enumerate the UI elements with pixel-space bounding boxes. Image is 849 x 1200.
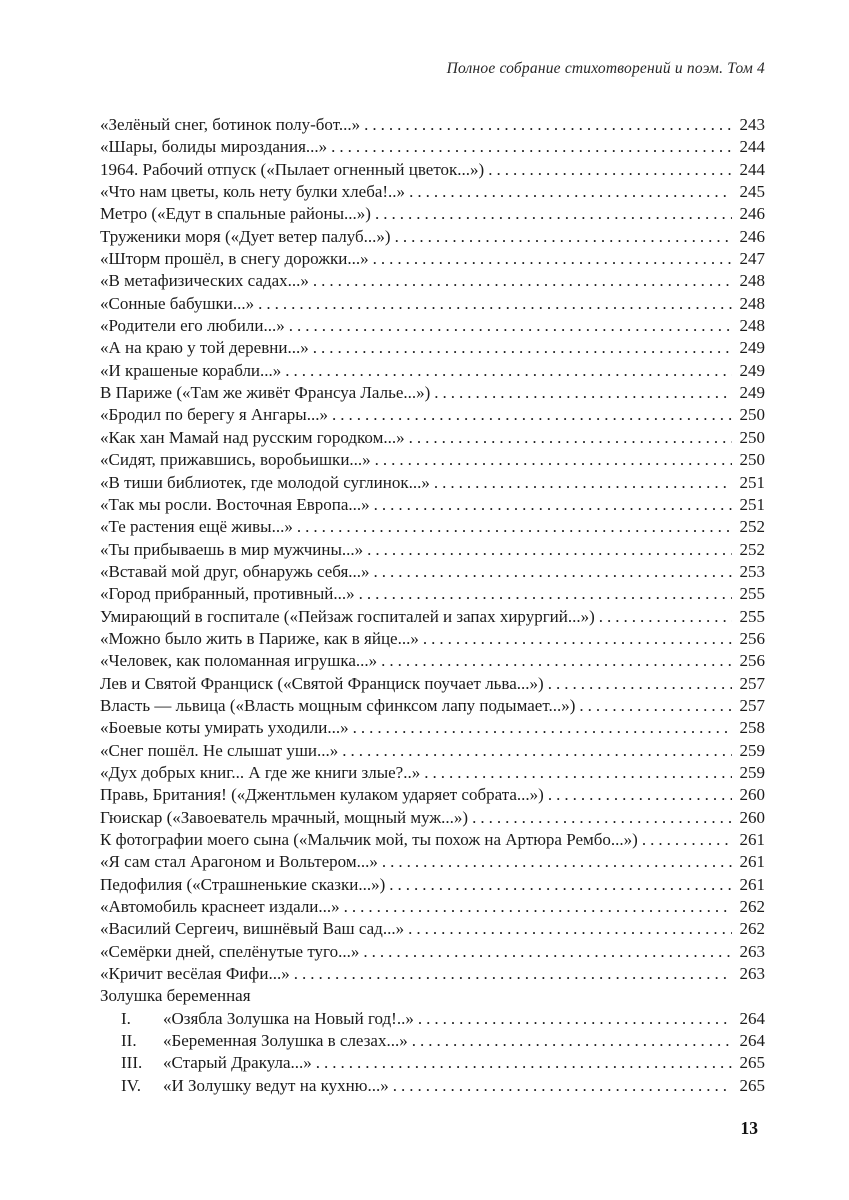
toc-page-number: 249 — [739, 360, 765, 380]
toc-leader-dots — [364, 114, 732, 136]
toc-entry-title: Умирающий в госпитале («Пейзаж госпиталей и запах хирургий...») — [100, 606, 595, 626]
toc-entry — [100, 740, 765, 762]
running-header: Полное собрание стихотворений и поэм. Том 4 — [446, 60, 765, 77]
toc-entry — [100, 382, 765, 404]
toc-list — [100, 114, 765, 1097]
toc-entry-title: «Боевые коты умирать уходили...» — [100, 718, 349, 738]
toc-page-number: 251 — [739, 494, 765, 514]
toc-entry-title: «И Золушку ведут на кухню...» — [163, 1075, 389, 1095]
toc-entry-title: «Человек, как поломанная игрушка...» — [100, 651, 378, 671]
toc-entry-title: Педофилия («Страшненькие сказки...») — [100, 874, 386, 894]
toc-entry-title: «Я сам стал Арагоном и Вольтером...» — [100, 852, 378, 872]
toc-page-number: 252 — [739, 539, 765, 559]
toc-page-number: 245 — [739, 182, 765, 202]
toc-entry-title: «Что нам цветы, коль нету булки хлеба!..» — [100, 182, 406, 202]
toc-page-number: 257 — [739, 673, 765, 693]
toc-leader-dots — [382, 851, 732, 873]
toc-page-number: 260 — [739, 785, 765, 805]
toc-entry-title: «Беременная Золушка в слезах...» — [163, 1031, 408, 1051]
toc-entry — [100, 449, 765, 471]
toc-leader-dots — [409, 181, 732, 203]
toc-entry — [100, 695, 765, 717]
toc-leader-dots — [488, 159, 732, 181]
toc-leader-dots — [381, 650, 732, 672]
toc-page-number: 255 — [739, 584, 765, 604]
toc-entry-title: «Шторм прошёл, в снегу дорожки...» — [100, 249, 369, 269]
toc-page-number: 257 — [739, 695, 765, 715]
toc-leader-dots — [332, 404, 732, 426]
toc-page-number: 264 — [739, 1031, 765, 1051]
toc-entry — [100, 829, 765, 851]
toc-page-number: 250 — [739, 427, 765, 447]
toc-entry — [100, 427, 765, 449]
toc-page-number: 259 — [739, 762, 765, 782]
toc-page-number: 247 — [739, 249, 765, 269]
toc-entry — [100, 203, 765, 225]
toc-entry-title: «А на краю у той деревни...» — [100, 338, 309, 358]
toc-entry-title: Власть — львица («Власть мощным сфинксом лапу подымает...») — [100, 695, 576, 715]
toc-entry-title: «Озябла Золушка на Новый год!..» — [163, 1008, 414, 1028]
toc-entry — [100, 315, 765, 337]
page-number-folio: 13 — [740, 1118, 758, 1138]
toc-leader-dots — [313, 270, 732, 292]
toc-leader-dots — [375, 203, 732, 225]
toc-page-number: 256 — [739, 628, 765, 648]
toc-leader-dots — [408, 918, 732, 940]
toc-entry-title: Гюискар («Завоеватель мрачный, мощный муж...») — [100, 807, 469, 827]
toc-leader-dots — [642, 829, 732, 851]
toc-entry-numeral: IV. — [121, 1075, 141, 1095]
toc-entry-title: К фотографии моего сына («Мальчик мой, ты похож на Артюра Рембо...») — [100, 830, 638, 849]
toc-page-number: 251 — [739, 472, 765, 492]
toc-entry-title: В Париже («Там же живёт Франсуа Лалье...») — [100, 383, 431, 403]
toc-entry-title: «Можно было жить в Париже, как в яйце...» — [100, 628, 419, 648]
toc-entry — [100, 159, 765, 181]
toc-leader-dots — [373, 248, 732, 270]
toc-entry-title: «Семёрки дней, спелёнутые туго...» — [100, 941, 360, 961]
toc-leader-dots — [316, 1052, 732, 1074]
toc-leader-dots — [393, 1075, 732, 1097]
toc-entry-title: «И крашеные корабли...» — [100, 360, 282, 380]
toc-entry-numeral: II. — [121, 1031, 137, 1051]
toc-leader-dots — [374, 561, 732, 583]
toc-entry — [100, 963, 765, 985]
toc-page-number: 260 — [739, 807, 765, 827]
toc-entry — [100, 114, 765, 136]
toc-leader-dots — [374, 494, 732, 516]
toc-page-number: 248 — [739, 271, 765, 291]
toc-entry — [100, 1052, 765, 1074]
toc-leader-dots — [412, 1030, 732, 1052]
toc-page-number: 261 — [739, 874, 765, 894]
toc-entry-title: «Василий Сергеич, вишнёвый Ваш сад...» — [100, 919, 405, 939]
toc-leader-dots — [424, 762, 732, 784]
toc-page-number: 265 — [739, 1053, 765, 1073]
toc-entry-title: «Снег пошёл. Не слышат уши...» — [100, 740, 339, 760]
toc-entry — [100, 472, 765, 494]
toc-page-number: 261 — [739, 852, 765, 872]
toc-page-number: 246 — [739, 204, 765, 224]
toc-entry-title: «В тиши библиотек, где молодой суглинок...» — [100, 472, 430, 492]
toc-entry — [100, 337, 765, 359]
toc-leader-dots — [423, 628, 732, 650]
toc-entry-title: «Сидят, прижавшись, воробьишки...» — [100, 450, 371, 470]
toc-entry — [100, 650, 765, 672]
toc-entry-title: Золушка беременная — [100, 986, 251, 1006]
toc-leader-dots — [548, 784, 732, 806]
toc-leader-dots — [395, 226, 732, 248]
toc-leader-dots — [285, 360, 732, 382]
toc-section-heading — [100, 985, 765, 1007]
toc-entry — [100, 226, 765, 248]
toc-page-number: 244 — [739, 137, 765, 157]
toc-leader-dots — [389, 874, 732, 896]
toc-page-number: 265 — [739, 1075, 765, 1095]
toc-leader-dots — [367, 539, 732, 561]
toc-entry — [100, 270, 765, 292]
toc-page-number: 253 — [739, 561, 765, 581]
toc-entry-title: 1964. Рабочий отпуск («Пылает огненный цветок...») — [100, 159, 485, 179]
toc-entry — [100, 181, 765, 203]
toc-page-number: 243 — [739, 115, 765, 134]
toc-page-number: 264 — [739, 1008, 765, 1028]
toc-entry-title: «Город прибранный, противный...» — [100, 584, 355, 604]
toc-page-number: 250 — [739, 450, 765, 470]
toc-leader-dots — [472, 807, 732, 829]
toc-page-number: 255 — [739, 606, 765, 626]
toc-leader-dots — [331, 136, 732, 158]
toc-page-number: 249 — [739, 383, 765, 403]
toc-leader-dots — [294, 963, 732, 985]
toc-entry — [100, 539, 765, 561]
toc-entry-title: «Так мы росли. Восточная Европа...» — [100, 494, 370, 514]
toc-page-number: 256 — [739, 651, 765, 671]
toc-leader-dots — [313, 337, 732, 359]
toc-leader-dots — [289, 315, 732, 337]
toc-entry-title: Метро («Едут в спальные районы...») — [100, 204, 371, 224]
toc-entry — [100, 248, 765, 270]
toc-entry-title: «Ты прибываешь в мир мужчины...» — [100, 539, 364, 559]
toc-entry — [100, 360, 765, 382]
toc-page-number: 262 — [739, 897, 765, 917]
toc-leader-dots — [409, 427, 732, 449]
toc-page-number: 262 — [739, 919, 765, 939]
toc-entry-title: «Бродил по берегу я Ангары...» — [100, 405, 328, 425]
toc-entry-title: «Кричит весёлая Фифи...» — [100, 964, 290, 984]
toc-page-number: 248 — [739, 316, 765, 336]
toc-entry-title: «Родители его любили...» — [100, 316, 285, 336]
toc-entry — [100, 606, 765, 628]
toc-page-number: 259 — [739, 740, 765, 760]
toc-entry-title: Труженики моря («Дует ветер палуб...») — [100, 226, 391, 246]
toc-entry — [100, 941, 765, 963]
toc-page-number: 250 — [739, 405, 765, 425]
toc-entry-title: «Старый Дракула...» — [163, 1053, 312, 1073]
toc-entry — [100, 896, 765, 918]
toc-entry — [100, 807, 765, 829]
toc-leader-dots — [342, 740, 732, 762]
toc-entry-title: «Автомобиль краснеет издали...» — [100, 897, 340, 917]
toc-page-number: 261 — [739, 830, 765, 849]
toc-entry — [100, 784, 765, 806]
toc-leader-dots — [579, 695, 732, 717]
toc-page-number: 258 — [739, 718, 765, 738]
toc-entry — [100, 851, 765, 873]
toc-page-number: 246 — [739, 226, 765, 246]
toc-page-number: 263 — [739, 941, 765, 961]
toc-leader-dots — [363, 941, 732, 963]
toc-leader-dots — [359, 583, 732, 605]
toc-entry-title: «Сонные бабушки...» — [100, 293, 255, 313]
toc-leader-dots — [418, 1008, 732, 1030]
toc-entry — [100, 717, 765, 739]
toc-leader-dots — [434, 382, 732, 404]
toc-entry-title: «Дух добрых книг... А где же книги злые?..» — [100, 762, 421, 782]
toc-entry — [100, 673, 765, 695]
toc-page-number: 263 — [739, 964, 765, 984]
toc-entry-title: «Те растения ещё живы...» — [100, 517, 293, 537]
toc-leader-dots — [353, 717, 732, 739]
toc-entry — [100, 1075, 765, 1097]
toc-entry — [100, 1030, 765, 1052]
toc-leader-dots — [599, 606, 732, 628]
toc-entry — [100, 494, 765, 516]
toc-entry — [100, 1008, 765, 1030]
toc-leader-dots — [375, 449, 732, 471]
toc-entry — [100, 404, 765, 426]
toc-page-number: 244 — [739, 159, 765, 179]
toc-entry — [100, 583, 765, 605]
toc-entry-title: «В метафизических садах...» — [100, 271, 309, 291]
toc-leader-dots — [344, 896, 732, 918]
toc-page-number: 249 — [739, 338, 765, 358]
toc-entry-title: «Как хан Мамай над русским городком...» — [100, 427, 405, 447]
toc-entry — [100, 918, 765, 940]
toc-entry — [100, 136, 765, 158]
toc-entry — [100, 762, 765, 784]
toc-entry — [100, 874, 765, 896]
toc-entry — [100, 516, 765, 538]
toc-entry — [100, 293, 765, 315]
toc-leader-dots — [548, 673, 732, 695]
toc-entry — [100, 628, 765, 650]
toc-entry-title: Правь, Британия! («Джентльмен кулаком ударяет собрата...») — [100, 785, 544, 805]
toc-page-number: 248 — [739, 293, 765, 313]
toc-entry-numeral: III. — [121, 1053, 143, 1073]
toc-entry-title: «Вставай мой друг, обнаружь себя...» — [100, 561, 370, 581]
toc-leader-dots — [258, 293, 732, 315]
toc-page-number: 252 — [739, 517, 765, 537]
toc-entry-title: Лев и Святой Франциск («Святой Франциск поучает льва...») — [100, 673, 544, 693]
toc-entry-title: «Зелёный снег, ботинок полу-бот...» — [100, 115, 361, 134]
toc-entry-numeral: I. — [121, 1008, 131, 1028]
toc-leader-dots — [297, 516, 732, 538]
toc-entry — [100, 561, 765, 583]
toc-entry-title: «Шары, болиды мироздания...» — [100, 137, 328, 157]
toc-leader-dots — [434, 472, 732, 494]
